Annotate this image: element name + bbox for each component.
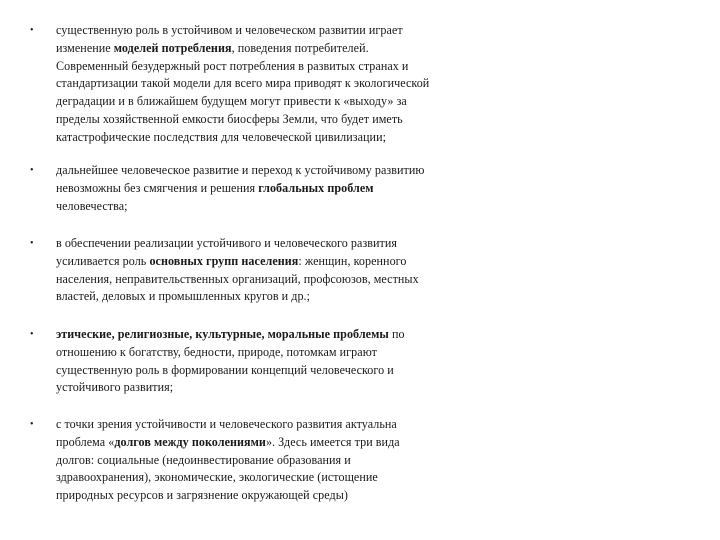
text-line xyxy=(56,40,496,58)
body-text: отношению к богатству, бедности, природе, потомкам играют xyxy=(56,344,377,359)
text-line xyxy=(56,58,496,76)
list-item-text xyxy=(56,22,496,147)
bullet-icon: • xyxy=(30,329,34,340)
body-text: по xyxy=(388,327,405,341)
text-line xyxy=(56,162,496,180)
emphasis-text: моделей потребления xyxy=(113,40,232,55)
body-text: природных ресурсов и загрязнение окружающей среды) xyxy=(56,488,348,503)
body-text: невозможны без смягчения и решения xyxy=(56,180,259,195)
body-text: : женщин, коренного xyxy=(298,253,407,268)
text-line xyxy=(56,253,496,271)
text-line xyxy=(56,416,496,434)
text-line xyxy=(56,93,496,111)
text-line xyxy=(56,487,496,505)
list-item-text xyxy=(56,235,496,306)
text-line xyxy=(56,434,496,452)
bullet-icon: • xyxy=(30,238,34,249)
text-line xyxy=(56,75,496,93)
body-text: Современный безудержный рост потребления в развитых странах и xyxy=(56,58,409,73)
body-text: проблема « xyxy=(56,434,115,449)
text-line xyxy=(56,235,496,253)
text-line xyxy=(56,180,496,198)
text-line xyxy=(56,271,496,289)
text-line xyxy=(56,344,496,362)
text-line xyxy=(56,198,496,216)
body-text: усиливается роль xyxy=(56,253,150,268)
text-line xyxy=(56,22,496,40)
text-line xyxy=(56,379,496,397)
body-text: стандартизации такой модели для всего мира приводят к экологической xyxy=(56,76,430,91)
body-text: дальнейшее человеческое развитие и переход к устойчивому развитию xyxy=(56,163,425,177)
text-line xyxy=(56,111,496,129)
emphasis-text: долгов между поколениями xyxy=(114,434,266,449)
body-text: здравоохранения), экономические, экологические (истощение xyxy=(56,470,378,485)
body-text: человечества; xyxy=(56,198,128,213)
bullet-icon: • xyxy=(30,419,34,430)
body-text: населения, неправительственных организаций, профсоюзов, местных xyxy=(56,271,419,286)
text-line xyxy=(56,362,496,380)
text-line xyxy=(56,326,496,344)
list-item-text xyxy=(56,162,496,215)
body-text: устойчивого развития; xyxy=(56,380,174,395)
list-item-text xyxy=(56,416,496,505)
body-text: в обеспечении реализации устойчивого и человеческого развития xyxy=(56,236,398,250)
body-text: изменение xyxy=(56,40,114,55)
body-text: ». Здесь имеется три вида xyxy=(265,434,400,449)
text-line xyxy=(56,469,496,487)
bullet-icon: • xyxy=(30,25,34,36)
bullet-icon: • xyxy=(30,165,34,176)
list-item-text xyxy=(56,326,496,397)
emphasis-text: глобальных проблем xyxy=(258,180,374,195)
text-line xyxy=(56,129,496,147)
body-text: пределы хозяйственной емкости биосферы Земли, что будет иметь xyxy=(56,111,403,126)
body-text: деградации и в ближайшем будущем могут привести к «выходу» за xyxy=(56,94,407,109)
body-text: властей, деловых и промышленных кругов и др.; xyxy=(56,289,311,304)
body-text: катастрофические последствия для человеческой цивилизации; xyxy=(56,129,387,144)
body-text: , поведения потребителей. xyxy=(231,40,369,55)
emphasis-text: основных групп населения xyxy=(149,253,299,268)
body-text: с точки зрения устойчивости и человеческого развития актуальна xyxy=(56,417,397,431)
body-text: существенную роль в формировании концепций человеческого и xyxy=(56,362,394,377)
text-line xyxy=(56,452,496,470)
body-text: долгов: социальные (недоинвестирование образования и xyxy=(56,452,351,467)
body-text: существенную роль в устойчивом и человеческом развитии играет xyxy=(56,23,403,37)
emphasis-text: этические, религиозные, культурные, моральные проблемы xyxy=(56,327,389,341)
text-line xyxy=(56,288,496,306)
